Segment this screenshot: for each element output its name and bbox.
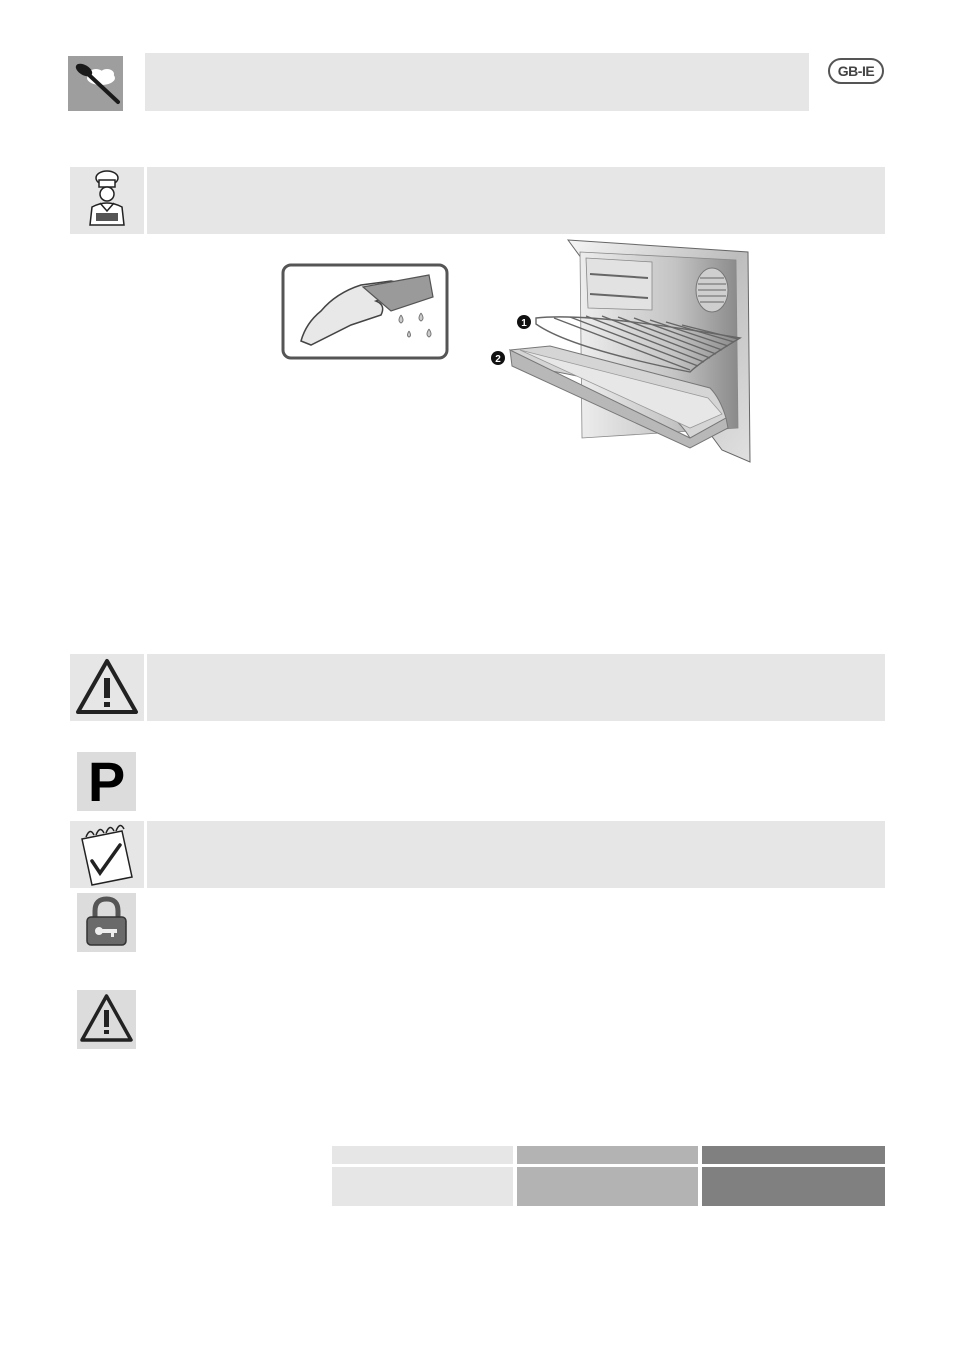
table-header-light: [332, 1146, 513, 1164]
notepad-band: [147, 821, 885, 888]
table-cell-mid: [517, 1167, 698, 1206]
lock-icon-box: [77, 893, 136, 952]
chef-icon-box: [70, 167, 144, 234]
pyrolytic-icon: P: [77, 752, 136, 811]
padlock-key-icon: [77, 893, 136, 952]
oven-rack-tray-icon: [490, 238, 752, 464]
language-badge: GB-IE: [828, 58, 884, 84]
warning-triangle-icon: [77, 990, 136, 1049]
warning-triangle-icon: [70, 654, 144, 721]
header-logo: [68, 56, 123, 111]
header-bar: [145, 53, 809, 111]
hand-wipe-icon: [281, 263, 449, 360]
notepad-icon-box: [70, 821, 144, 888]
table-cell-light: [332, 1167, 513, 1206]
oven-illustration: [490, 238, 752, 464]
callout-2: 2: [495, 354, 501, 365]
table-header-mid: [517, 1146, 698, 1164]
warning-icon-box: [70, 654, 144, 721]
wipe-illustration: [281, 263, 449, 360]
chef-icon: [70, 167, 144, 234]
callout-1: 1: [521, 318, 527, 329]
spoon-chef-hat-icon: [68, 56, 123, 111]
table-header-dark: [702, 1146, 885, 1164]
cleaning-band: [147, 167, 885, 234]
warning-band: [147, 654, 885, 721]
notepad-check-icon: [70, 821, 144, 888]
warning2-icon-box: [77, 990, 136, 1049]
table-cell-dark: [702, 1167, 885, 1206]
